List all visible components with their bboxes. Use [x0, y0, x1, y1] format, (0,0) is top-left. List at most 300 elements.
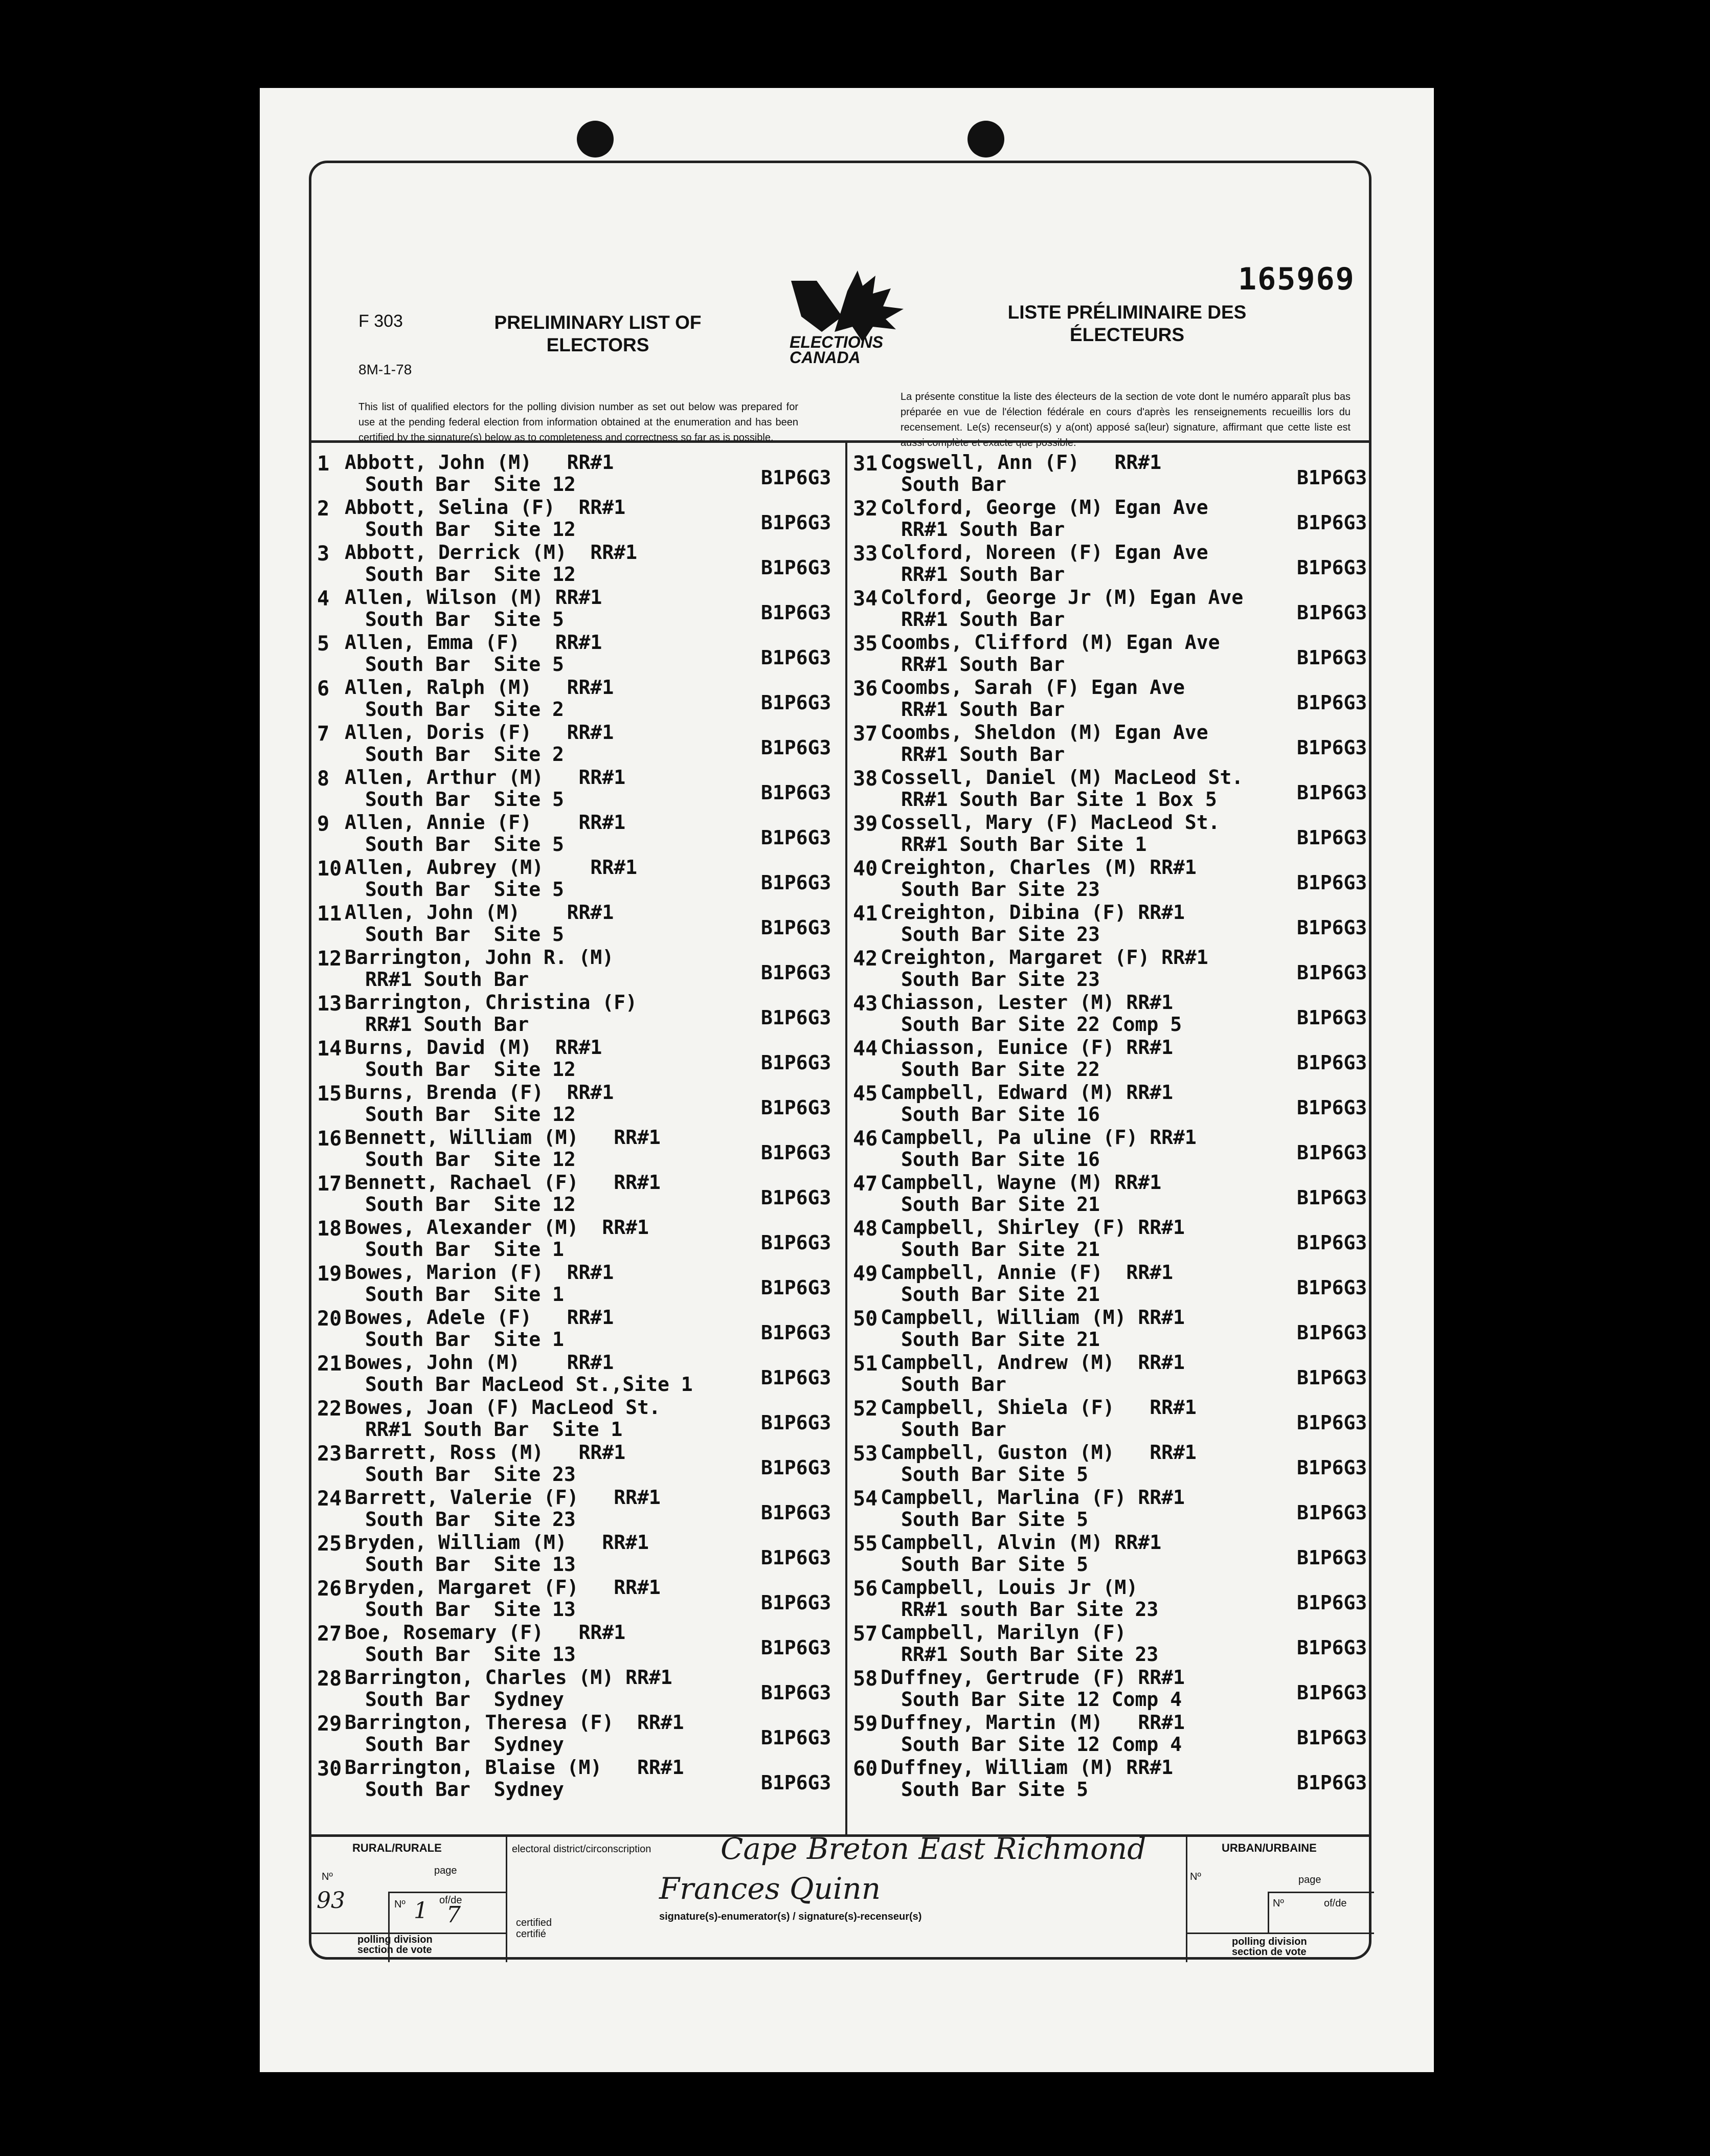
elector-postal-code: B1P6G3	[761, 646, 831, 669]
elector-name-line: Barrett, Valerie (F) RR#1	[345, 1486, 661, 1509]
elector-number: 3	[317, 542, 330, 566]
elector-name-line: Colford, George Jr (M) Egan Ave	[881, 586, 1244, 609]
elector-postal-code: B1P6G3	[761, 1096, 831, 1119]
elector-entry	[853, 631, 1380, 676]
elector-postal-code: B1P6G3	[761, 1771, 831, 1794]
elector-entry	[853, 1171, 1380, 1216]
urban-no-label: Nº	[1190, 1871, 1201, 1882]
elector-postal-code: B1P6G3	[761, 466, 831, 489]
elector-name-line: Barrett, Ross (M) RR#1	[345, 1441, 626, 1464]
elector-entry	[853, 1486, 1380, 1531]
elector-name-line: Cossell, Mary (F) MacLeod St.	[881, 811, 1220, 834]
elector-address-line: South Bar Site 5	[901, 1508, 1089, 1531]
elector-name-line: Campbell, William (M) RR#1	[881, 1306, 1185, 1329]
elector-number: 36	[853, 677, 878, 701]
elector-entry	[317, 1711, 844, 1756]
elector-entry	[317, 1036, 844, 1081]
logo-text: ELECTIONS CANADA	[790, 333, 884, 367]
elector-entry	[317, 1621, 844, 1666]
elector-address-line: South Bar Site 23	[901, 878, 1100, 901]
page-total: 7	[446, 1902, 461, 1928]
elector-entry	[853, 811, 1380, 856]
elector-number: 35	[853, 632, 878, 656]
elector-address-line: South Bar Site 12	[365, 1058, 576, 1081]
elector-address-line: South Bar Site 12	[365, 1148, 576, 1171]
elector-postal-code: B1P6G3	[761, 1231, 831, 1254]
elector-address-line: South Bar MacLeod St.,Site 1	[365, 1373, 693, 1396]
elector-number: 8	[317, 767, 330, 791]
elector-address-line: South Bar Site 5	[365, 608, 564, 631]
elector-number: 18	[317, 1217, 342, 1241]
elector-address-line: RR#1 South Bar	[901, 563, 1065, 586]
elector-number: 22	[317, 1397, 342, 1421]
elector-name-line: Bowes, John (M) RR#1	[345, 1351, 614, 1374]
elector-number: 17	[317, 1172, 342, 1196]
elector-entry	[317, 1576, 844, 1621]
elector-postal-code: B1P6G3	[1297, 916, 1367, 939]
elector-number: 13	[317, 992, 342, 1016]
elector-name-line: Allen, John (M) RR#1	[345, 901, 614, 924]
elector-address-line: RR#1 South Bar Site 1	[365, 1418, 623, 1441]
page-number: 1	[414, 1898, 428, 1924]
elector-name-line: Campbell, Andrew (M) RR#1	[881, 1351, 1185, 1374]
form-number: F 303	[358, 311, 403, 331]
elector-postal-code: B1P6G3	[1297, 781, 1367, 804]
elector-number: 10	[317, 857, 342, 881]
page-no-label: Nº	[394, 1899, 406, 1910]
elector-number: 49	[853, 1262, 878, 1286]
district-label: electoral district/circonscription	[512, 1844, 651, 1855]
elector-number: 11	[317, 902, 342, 926]
elector-name-line: Campbell, Alvin (M) RR#1	[881, 1531, 1162, 1554]
elector-address-line: South Bar Site 12	[365, 518, 576, 541]
elector-address-line: South Bar Site 5	[901, 1778, 1089, 1801]
elector-postal-code: B1P6G3	[761, 1321, 831, 1344]
urban-of-label: of/de	[1324, 1898, 1347, 1909]
elector-address-line: South Bar Site 12	[365, 473, 576, 496]
serial-number: 165969	[1238, 261, 1355, 297]
elector-address-line: South Bar Site 21	[901, 1193, 1100, 1216]
elector-address-line: South Bar	[901, 1373, 1006, 1396]
electoral-district-handwritten: Cape Breton East Richmond	[721, 1831, 1146, 1866]
elector-name-line: Bowes, Marion (F) RR#1	[345, 1261, 614, 1284]
elector-entry	[317, 991, 844, 1036]
elector-number: 39	[853, 812, 878, 836]
elector-postal-code: B1P6G3	[761, 1636, 831, 1659]
of-label: of/de	[439, 1895, 462, 1906]
elector-postal-code: B1P6G3	[1297, 1636, 1367, 1659]
elector-address-line: RR#1 South Bar Site 1 Box 5	[901, 788, 1217, 811]
elector-postal-code: B1P6G3	[761, 1006, 831, 1029]
elector-postal-code: B1P6G3	[761, 556, 831, 579]
elector-entry	[317, 541, 844, 586]
elector-entry	[317, 766, 844, 811]
elector-address-line: South Bar Sydney	[365, 1733, 564, 1756]
elector-entry	[853, 1621, 1380, 1666]
elector-postal-code: B1P6G3	[1297, 1186, 1367, 1209]
elector-entry	[853, 586, 1380, 631]
elector-name-line: Bennett, William (M) RR#1	[345, 1126, 661, 1149]
elector-name-line: Colford, George (M) Egan Ave	[881, 496, 1208, 519]
elector-number: 28	[317, 1667, 342, 1691]
elector-address-line: South Bar Site 5	[365, 878, 564, 901]
elector-postal-code: B1P6G3	[1297, 1546, 1367, 1569]
elector-name-line: Burns, Brenda (F) RR#1	[345, 1081, 614, 1104]
elector-entry	[853, 901, 1380, 946]
elector-address-line: South Bar Site 21	[901, 1283, 1100, 1306]
elector-address-line: South Bar Site 5	[365, 788, 564, 811]
elector-postal-code: B1P6G3	[1297, 1231, 1367, 1254]
elector-postal-code: B1P6G3	[1297, 1681, 1367, 1704]
elector-postal-code: B1P6G3	[1297, 961, 1367, 984]
elector-name-line: Barrington, Christina (F)	[345, 991, 637, 1014]
elector-postal-code: B1P6G3	[761, 1591, 831, 1614]
elector-name-line: Duffney, Gertrude (F) RR#1	[881, 1666, 1185, 1689]
elector-number: 41	[853, 902, 878, 926]
elector-name-line: Campbell, Pa uline (F) RR#1	[881, 1126, 1197, 1149]
elector-name-line: Bowes, Alexander (M) RR#1	[345, 1216, 649, 1239]
elector-address-line: South Bar Site 12	[365, 1193, 576, 1216]
title-french: LISTE PRÉLIMINAIRE DES ÉLECTEURS	[1007, 302, 1247, 345]
elector-number: 54	[853, 1487, 878, 1511]
elector-number: 44	[853, 1037, 878, 1061]
elector-number: 25	[317, 1532, 342, 1556]
title-english: PRELIMINARY LIST OF ELECTORS	[494, 312, 702, 355]
elector-entry	[853, 1081, 1380, 1126]
elector-address-line: RR#1 South Bar	[365, 968, 529, 991]
enumerator-signature: Frances Quinn	[659, 1871, 881, 1906]
elector-postal-code: B1P6G3	[761, 916, 831, 939]
elector-address-line: RR#1 south Bar Site 23	[901, 1598, 1159, 1621]
elector-number: 48	[853, 1217, 878, 1241]
elector-number: 47	[853, 1172, 878, 1196]
urban-label: URBAN/URBAINE	[1222, 1841, 1317, 1854]
elector-entry	[317, 721, 844, 766]
elector-number: 23	[317, 1442, 342, 1466]
elector-address-line: South Bar Site 23	[901, 968, 1100, 991]
elector-entry	[317, 901, 844, 946]
elector-name-line: Barrington, Theresa (F) RR#1	[345, 1711, 684, 1734]
elector-address-line: South Bar Sydney	[365, 1778, 564, 1801]
elector-name-line: Abbott, Derrick (M) RR#1	[345, 541, 637, 564]
elector-postal-code: B1P6G3	[761, 1051, 831, 1074]
elector-entry	[317, 1081, 844, 1126]
elector-number: 27	[317, 1622, 342, 1646]
elector-address-line: South Bar Site 22 Comp 5	[901, 1013, 1182, 1036]
elector-number: 56	[853, 1577, 878, 1601]
elector-address-line: South Bar Site 12 Comp 4	[901, 1733, 1182, 1756]
elector-postal-code: B1P6G3	[1297, 1321, 1367, 1344]
elector-entry	[317, 1531, 844, 1576]
elector-address-line: South Bar Site 21	[901, 1238, 1100, 1261]
elector-address-line: RR#1 South Bar	[901, 698, 1065, 721]
elector-postal-code: B1P6G3	[1297, 1006, 1367, 1029]
elector-postal-code: B1P6G3	[1297, 871, 1367, 894]
elector-name-line: Abbott, Selina (F) RR#1	[345, 496, 626, 519]
elector-name-line: Allen, Doris (F) RR#1	[345, 721, 614, 744]
intro-english: This list of qualified electors for the polling division number as set out below was prepared for use at the pending federal election from information obtained at the enumeration and has been certified by the signature(s) below as to completeness and correctness so far as is possible.	[358, 401, 798, 443]
elector-entry	[853, 1441, 1380, 1486]
urban-polling-division-label: polling division section de vote	[1232, 1936, 1307, 1958]
elector-name-line: Coombs, Sheldon (M) Egan Ave	[881, 721, 1208, 744]
elector-number: 40	[853, 857, 878, 881]
elector-address-line: South Bar Site 5	[901, 1553, 1089, 1576]
elector-address-line: South Bar Site 5	[901, 1463, 1089, 1486]
elector-address-line: South Bar Site 5	[365, 653, 564, 676]
elector-address-line: South Bar Site 1	[365, 1283, 564, 1306]
elector-entry	[317, 1216, 844, 1261]
elector-entry	[853, 496, 1380, 541]
elector-address-line: South Bar Site 2	[365, 698, 564, 721]
elector-entry	[853, 1756, 1380, 1801]
elector-name-line: Campbell, Marilyn (F)	[881, 1621, 1127, 1644]
elector-entry	[317, 856, 844, 901]
elector-number: 42	[853, 947, 878, 971]
elector-name-line: Creighton, Charles (M) RR#1	[881, 856, 1197, 879]
elector-address-line: South Bar	[901, 1418, 1006, 1441]
elector-address-line: South Bar Site 2	[365, 743, 564, 766]
elector-address-line: South Bar Sydney	[365, 1688, 564, 1711]
elector-number: 37	[853, 722, 878, 746]
elector-entry	[317, 1666, 844, 1711]
elector-name-line: Allen, Wilson (M) RR#1	[345, 586, 602, 609]
elector-number: 6	[317, 677, 330, 701]
elector-number: 57	[853, 1622, 878, 1646]
elector-postal-code: B1P6G3	[761, 1276, 831, 1299]
elector-postal-code: B1P6G3	[761, 1546, 831, 1569]
elector-name-line: Bryden, Margaret (F) RR#1	[345, 1576, 661, 1599]
elector-address-line: South Bar Site 5	[365, 833, 564, 856]
elector-number: 5	[317, 632, 330, 656]
elector-name-line: Campbell, Shiela (F) RR#1	[881, 1396, 1197, 1419]
elector-name-line: Allen, Arthur (M) RR#1	[345, 766, 626, 789]
elector-entry	[853, 1216, 1380, 1261]
elector-entry	[317, 1441, 844, 1486]
elector-entry	[317, 811, 844, 856]
form-date: 8M-1-78	[358, 362, 412, 377]
elector-entry	[317, 1351, 844, 1396]
elector-entry	[317, 676, 844, 721]
elector-postal-code: B1P6G3	[761, 1411, 831, 1434]
elector-address-line: South Bar Site 13	[365, 1553, 576, 1576]
elector-number: 45	[853, 1082, 878, 1106]
elector-name-line: Cogswell, Ann (F) RR#1	[881, 451, 1162, 474]
elector-number: 14	[317, 1037, 342, 1061]
elector-address-line: RR#1 South Bar	[365, 1013, 529, 1036]
elector-entry	[853, 1576, 1380, 1621]
elector-name-line: Campbell, Edward (M) RR#1	[881, 1081, 1173, 1104]
elector-number: 7	[317, 722, 330, 746]
elector-entry	[317, 1396, 844, 1441]
elector-postal-code: B1P6G3	[761, 736, 831, 759]
elector-number: 30	[317, 1757, 342, 1781]
elector-address-line: South Bar Site 12 Comp 4	[901, 1688, 1182, 1711]
elector-number: 38	[853, 767, 878, 791]
elector-entry	[317, 586, 844, 631]
header-divider	[311, 440, 1369, 443]
elector-postal-code: B1P6G3	[761, 1141, 831, 1164]
elector-number: 19	[317, 1262, 342, 1286]
elector-name-line: Bennett, Rachael (F) RR#1	[345, 1171, 661, 1194]
elector-entry	[853, 856, 1380, 901]
elector-name-line: Chiasson, Lester (M) RR#1	[881, 991, 1173, 1014]
intro-french: La présente constitue la liste des électeurs de la section de vote dont le numéro apparaît plus bas préparée en vue de l'élection fédérale en cours d'après les renseignements recueillis lors du recensement. Le(s) recenseur(s) y a(ont) apposé sa(leur) signature, affirmant que cette liste est aussi complète et exacte que possible.	[901, 391, 1351, 448]
elector-entry	[317, 1756, 844, 1801]
elector-address-line: South Bar Site 23	[901, 923, 1100, 946]
elector-address-line: South Bar Site 13	[365, 1598, 576, 1621]
elector-name-line: Allen, Annie (F) RR#1	[345, 811, 626, 834]
elector-name-line: Abbott, John (M) RR#1	[345, 451, 614, 474]
elector-entry	[317, 1171, 844, 1216]
elector-address-line: South Bar	[901, 473, 1006, 496]
elector-name-line: Creighton, Margaret (F) RR#1	[881, 946, 1208, 969]
elector-number: 12	[317, 947, 342, 971]
elector-number: 20	[317, 1307, 342, 1331]
elector-name-line: Campbell, Marlina (F) RR#1	[881, 1486, 1185, 1509]
elector-name-line: Campbell, Guston (M) RR#1	[881, 1441, 1197, 1464]
elector-entry	[853, 451, 1380, 496]
elector-entry	[853, 1531, 1380, 1576]
elector-number: 59	[853, 1712, 878, 1736]
elector-postal-code: B1P6G3	[1297, 1141, 1367, 1164]
elector-address-line: South Bar Site 16	[901, 1148, 1100, 1171]
elector-entry	[853, 1126, 1380, 1171]
elector-number: 34	[853, 587, 878, 611]
elector-entry	[317, 1306, 844, 1351]
elector-name-line: Barrington, John R. (M)	[345, 946, 614, 969]
elector-name-line: Cossell, Daniel (M) MacLeod St.	[881, 766, 1244, 789]
polling-division-number: 93	[317, 1888, 345, 1914]
elector-name-line: Colford, Noreen (F) Egan Ave	[881, 541, 1208, 564]
elector-postal-code: B1P6G3	[761, 961, 831, 984]
elector-address-line: South Bar Site 21	[901, 1328, 1100, 1351]
elector-name-line: Barrington, Blaise (M) RR#1	[345, 1756, 684, 1779]
elector-number: 52	[853, 1397, 878, 1421]
elector-number: 55	[853, 1532, 878, 1556]
elector-entry	[853, 1351, 1380, 1396]
elector-list-right-column	[853, 451, 1380, 1801]
elector-address-line: South Bar Site 23	[365, 1508, 576, 1531]
elector-number: 50	[853, 1307, 878, 1331]
elector-name-line: Campbell, Wayne (M) RR#1	[881, 1171, 1162, 1194]
elector-address-line: RR#1 South Bar Site 1	[901, 833, 1147, 856]
elector-postal-code: B1P6G3	[761, 1501, 831, 1524]
elector-entry	[853, 1306, 1380, 1351]
elector-postal-code: B1P6G3	[761, 511, 831, 534]
elector-postal-code: B1P6G3	[761, 826, 831, 849]
elector-number: 33	[853, 542, 878, 566]
elector-name-line: Campbell, Louis Jr (M)	[881, 1576, 1138, 1599]
elector-entry	[853, 1036, 1380, 1081]
elector-entry	[317, 1261, 844, 1306]
elector-number: 58	[853, 1667, 878, 1691]
elector-postal-code: B1P6G3	[761, 1726, 831, 1749]
elector-postal-code: B1P6G3	[1297, 1591, 1367, 1614]
elector-postal-code: B1P6G3	[761, 1681, 831, 1704]
elector-entry	[317, 451, 844, 496]
elector-entry	[317, 1486, 844, 1531]
elector-postal-code: B1P6G3	[1297, 1456, 1367, 1479]
elector-entry	[853, 991, 1380, 1036]
elector-name-line: Allen, Aubrey (M) RR#1	[345, 856, 637, 879]
elector-number: 51	[853, 1352, 878, 1376]
rural-no-label: Nº	[322, 1871, 333, 1882]
elector-name-line: Coombs, Sarah (F) Egan Ave	[881, 676, 1185, 699]
elector-number: 32	[853, 497, 878, 521]
elector-postal-code: B1P6G3	[1297, 601, 1367, 624]
elector-postal-code: B1P6G3	[761, 781, 831, 804]
elector-name-line: Barrington, Charles (M) RR#1	[345, 1666, 672, 1689]
rural-page-label: page	[434, 1865, 457, 1876]
elector-number: 43	[853, 992, 878, 1016]
elector-number: 1	[317, 452, 330, 476]
elector-name-line: Duffney, Martin (M) RR#1	[881, 1711, 1185, 1734]
elector-entry	[853, 946, 1380, 991]
elector-entry	[317, 631, 844, 676]
elector-address-line: RR#1 South Bar	[901, 743, 1065, 766]
elector-number: 16	[317, 1127, 342, 1151]
elector-address-line: South Bar Site 23	[365, 1463, 576, 1486]
elector-number: 46	[853, 1127, 878, 1151]
punch-hole	[968, 121, 1004, 158]
elector-number: 53	[853, 1442, 878, 1466]
elector-address-line: South Bar Site 13	[365, 1643, 576, 1666]
elector-list-left-column	[317, 451, 844, 1801]
elector-name-line: Coombs, Clifford (M) Egan Ave	[881, 631, 1220, 654]
elector-postal-code: B1P6G3	[1297, 1096, 1367, 1119]
elector-postal-code: B1P6G3	[1297, 691, 1367, 714]
elector-name-line: Creighton, Dibina (F) RR#1	[881, 901, 1185, 924]
elector-postal-code: B1P6G3	[761, 1366, 831, 1389]
elector-number: 15	[317, 1082, 342, 1106]
elector-postal-code: B1P6G3	[1297, 466, 1367, 489]
elector-name-line: Campbell, Shirley (F) RR#1	[881, 1216, 1185, 1239]
elector-name-line: Allen, Emma (F) RR#1	[345, 631, 602, 654]
elector-entry	[853, 721, 1380, 766]
elector-address-line: South Bar Site 12	[365, 1103, 576, 1126]
punch-hole	[577, 121, 614, 158]
elector-name-line: Burns, David (M) RR#1	[345, 1036, 602, 1059]
elector-postal-code: B1P6G3	[761, 691, 831, 714]
elector-address-line: South Bar Site 1	[365, 1238, 564, 1261]
elector-postal-code: B1P6G3	[761, 601, 831, 624]
elector-postal-code: B1P6G3	[1297, 826, 1367, 849]
elector-postal-code: B1P6G3	[1297, 1411, 1367, 1434]
elector-name-line: Bryden, William (M) RR#1	[345, 1531, 649, 1554]
elector-postal-code: B1P6G3	[1297, 1726, 1367, 1749]
elector-address-line: South Bar Site 5	[365, 923, 564, 946]
column-divider	[845, 440, 847, 1834]
elector-number: 26	[317, 1577, 342, 1601]
elector-postal-code: B1P6G3	[1297, 1501, 1367, 1524]
elector-entry	[853, 1666, 1380, 1711]
elector-entry	[853, 541, 1380, 586]
elector-address-line: South Bar Site 12	[365, 563, 576, 586]
rural-label: RURAL/RURALE	[352, 1841, 442, 1854]
elector-number: 9	[317, 812, 330, 836]
elector-address-line: RR#1 South Bar	[901, 518, 1065, 541]
elector-postal-code: B1P6G3	[1297, 1276, 1367, 1299]
signature-label: signature(s)-enumerator(s) / signature(s)-recenseur(s)	[659, 1911, 922, 1922]
elector-number: 31	[853, 452, 878, 476]
elector-address-line: South Bar Site 1	[365, 1328, 564, 1351]
elector-name-line: Bowes, Joan (F) MacLeod St.	[345, 1396, 661, 1419]
elector-postal-code: B1P6G3	[1297, 736, 1367, 759]
elector-number: 60	[853, 1757, 878, 1781]
elector-address-line: South Bar Site 22	[901, 1058, 1100, 1081]
elector-address-line: South Bar Site 16	[901, 1103, 1100, 1126]
urban-page-label: page	[1298, 1874, 1321, 1885]
